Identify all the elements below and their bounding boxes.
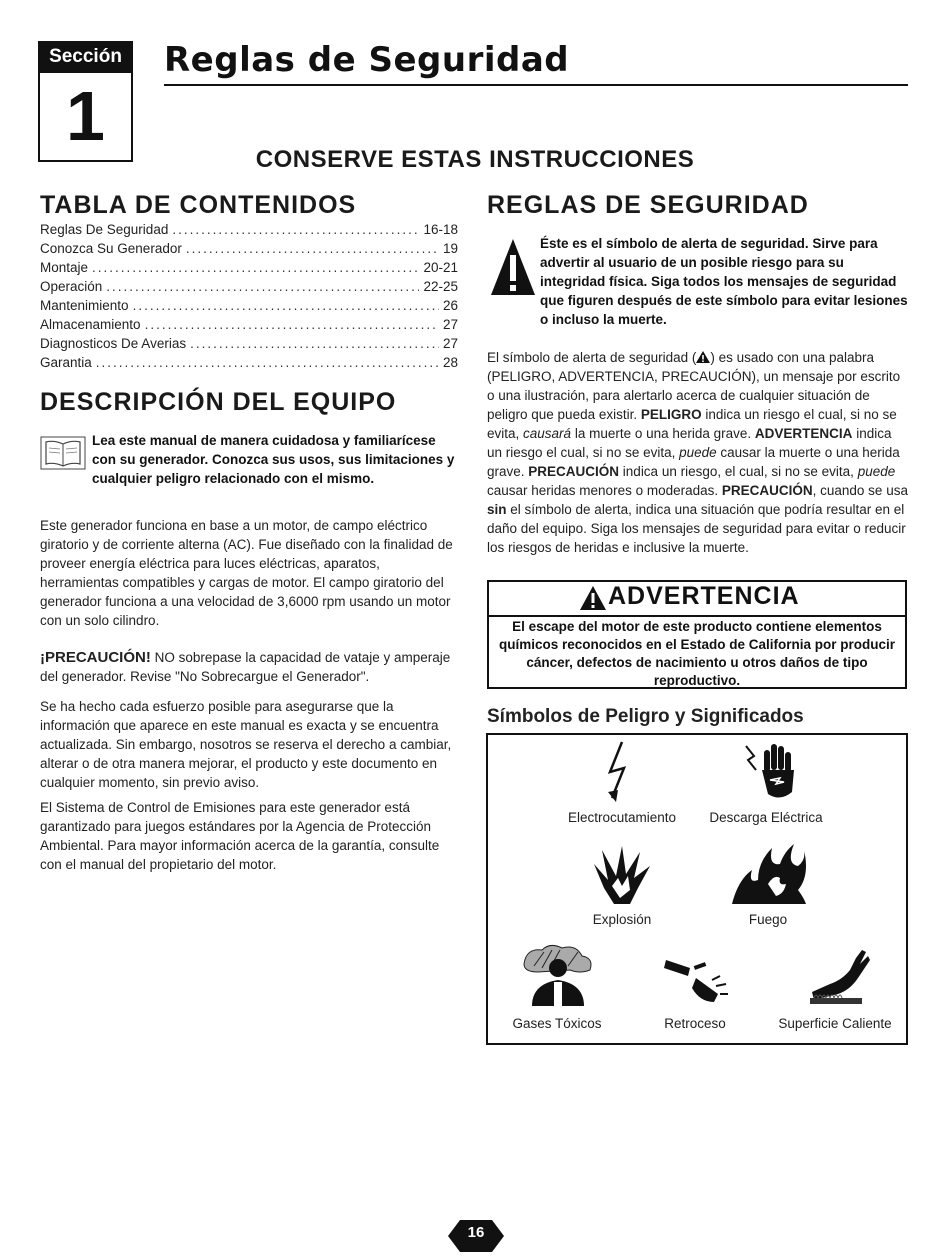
text-run: la muerte o una herida grave. (571, 426, 755, 441)
toc-label: Montaje (40, 260, 89, 275)
hazard-label: Electrocutamiento (567, 810, 677, 825)
safety-heading: REGLAS DE SEGURIDAD (487, 191, 809, 219)
toc-page: 16-18 (423, 222, 458, 237)
equipment-heading: DESCRIPCIÓN DEL EQUIPO (40, 388, 397, 416)
warning-header: ADVERTENCIA (608, 582, 800, 610)
inline-alert-icon (696, 351, 710, 363)
hazard-label: Descarga Eléctrica (709, 810, 823, 825)
signal-word-peligro: PELIGRO (640, 407, 702, 422)
section-label: Sección (38, 41, 133, 73)
warning-alert-icon (580, 586, 606, 610)
toc-label: Garantia (40, 355, 92, 370)
hazard-symbols-heading: Símbolos de Peligro y Significados (487, 706, 804, 727)
caution-word: ¡PRECAUCIÓN! (40, 649, 151, 666)
toc-label: Operación (40, 279, 103, 294)
toc-page: 19 (442, 241, 458, 256)
hazard-label: Superficie Caliente (778, 1016, 892, 1031)
lightning-icon (598, 740, 638, 804)
hazard-label: Gases Tóxicos (512, 1016, 602, 1031)
toc-heading: TABLA DE CONTENIDOS (40, 191, 357, 219)
alert-symbol-note: Éste es el símbolo de alerta de seguridad. Sirve para advertir al usuario de un posible riesgo para su integridad física. Siga todos los mensajes de seguridad que figuren después de este símbolo para evitar lesiones o incluso la muerte. (540, 236, 908, 327)
hot-surface-icon (800, 944, 872, 1008)
caution-text: NO sobrepase la capacidad de vataje y amperaje del generador. Revise "No Sobrecargue el Generador". (40, 650, 451, 684)
toc-label: Almacenamiento (40, 317, 141, 332)
shock-hand-icon (740, 740, 806, 806)
keep-instructions-heading: CONSERVE ESTAS INSTRUCCIONES (255, 146, 695, 173)
text-run: el símbolo de alerta, indica una situación que podría resultar en el daño del equipo. Siga los mensajes de seguridad para evitar o reducir los riesgos de heridas e inclusive la muerte. (487, 502, 906, 555)
table-of-contents (40, 222, 458, 374)
signal-word-precaucion: PRECAUCIÓN (528, 464, 620, 479)
equipment-paragraph-1: Este generador funciona en base a un motor, de campo eléctrico giratorio y de corriente alterna (AC). Fue diseñado con la finalidad de proveer energía eléctrica para luces eléctricas, aparatos, herramientas compatibles y cargas de motor. El campo giratorio del generador funciona a una velocidad de 3,6000 rpm usando un motor con un solo cilindro. (40, 518, 453, 628)
toc-row[interactable] (40, 241, 458, 260)
text-run: ) es usado con una palabra (PELIGRO, ADVERTENCIA, PRECAUCIÓN), un mensaje por escrito o una ilustración, para alertarlo acerca de cualquier situación de peligro que pueda existir. (487, 350, 901, 422)
page-number: 16 (467, 1224, 485, 1241)
explosion-icon (590, 842, 654, 906)
signal-word-precaucion: PRECAUCIÓN (721, 483, 813, 498)
fire-icon (728, 840, 808, 906)
emphasis: puede (679, 445, 717, 460)
toc-row[interactable] (40, 222, 458, 241)
warning-text: El escape del motor de este producto contiene elementos químicos reconocidos en el Estado de California por producir cáncer, defectos de nacimiento u otros daños de tipo reproductivo. (498, 619, 896, 688)
text-run: causar heridas menores o moderadas. (487, 483, 722, 498)
toc-row[interactable] (40, 279, 458, 298)
equipment-paragraph-2: Se ha hecho cada esfuerzo posible para asegurarse que la información que aparece en este manual es exacta y se encuentra actualizada. Sin embargo, nosotros se reserva el derecho a cambiar, alterar o de otra manera mejorar, el producto y este documento en cualquier momento, sin previo aviso. (40, 699, 452, 790)
toc-page: 22-25 (423, 279, 458, 294)
toc-label: Mantenimiento (40, 298, 129, 313)
toxic-gas-icon (520, 942, 596, 1008)
hazard-label: Fuego (748, 912, 788, 927)
section-number: 1 (66, 77, 105, 155)
toc-row[interactable] (40, 298, 458, 317)
emphasis: causará (523, 426, 572, 441)
manual-note: Lea este manual de manera cuidadosa y familiarícese con su generador. Conozca sus usos, sus limitaciones y cualquier peligro relacionado con el mismo. (92, 433, 455, 486)
toc-label: Conozca Su Generador (40, 241, 182, 256)
emphasis-sin: sin (487, 502, 507, 517)
text-run: indica un riesgo el cual, si no se evita, (487, 407, 897, 441)
kickback-icon (660, 950, 730, 1008)
toc-row[interactable] (40, 336, 458, 355)
emphasis: puede (857, 464, 896, 479)
hazard-label: Explosión (592, 912, 652, 927)
title-rule (164, 84, 908, 86)
page-title: Reglas de Seguridad (164, 40, 570, 80)
book-icon (40, 436, 86, 470)
toc-page: 27 (442, 317, 458, 332)
toc-page: 27 (442, 336, 458, 351)
text-run: causar la muerte o una herida grave. (487, 445, 900, 479)
toc-row[interactable] (40, 260, 458, 279)
text-run: indica un riesgo, el cual, si no se evita, (619, 464, 858, 479)
safety-alert-icon (490, 237, 536, 297)
text-run: El símbolo de alerta de seguridad ( (487, 350, 697, 365)
warning-rule (489, 615, 905, 617)
hazard-label: Retroceso (664, 1016, 726, 1031)
equipment-paragraph-3: El Sistema de Control de Emisiones para este generador está garantizado para juegos estándares por la Agencia de Protección Ambiental. Para mayor información acerca de la garantía, consulte con el manual del propietario del motor. (40, 800, 440, 872)
toc-label: Reglas De Seguridad (40, 222, 169, 237)
toc-page: 26 (442, 298, 458, 313)
text-run: indica un riesgo el cual, si no se evita, (487, 426, 892, 460)
toc-row[interactable] (40, 317, 458, 336)
signal-words-paragraph (487, 348, 908, 557)
toc-label: Diagnosticos De Averias (40, 336, 187, 351)
signal-word-advertencia: ADVERTENCIA (754, 426, 853, 441)
toc-page: 20-21 (423, 260, 458, 275)
toc-row[interactable] (40, 355, 458, 374)
text-run: , cuando se usa (812, 483, 908, 498)
caution-paragraph (40, 648, 460, 686)
toc-page: 28 (442, 355, 458, 370)
